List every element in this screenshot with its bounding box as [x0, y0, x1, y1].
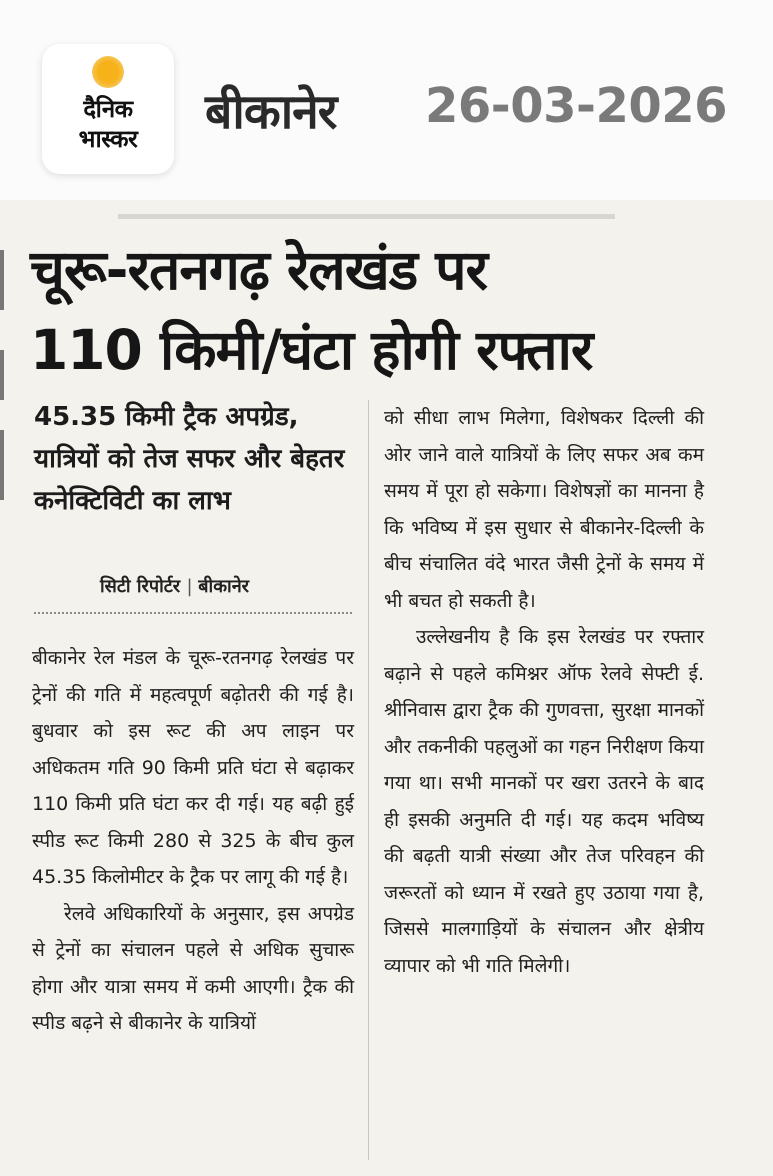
paragraph-2: रेलवे अधिकारियों के अनुसार, इस अपग्रेड से ट्रेनों का संचालन पहले से अधिक सुचारू होगा और यात्रा समय में कमी आएगी। ट्रैक की स्पीड बढ़ने से बीकानेर के यात्रियों — [32, 902, 354, 1034]
column-divider — [368, 400, 369, 1160]
top-divider — [118, 214, 615, 219]
headline-line-1: चूरू-रतनगढ़ रेलखंड पर — [30, 238, 488, 302]
article-column-2 — [384, 400, 704, 984]
byline-name: सिटी रिपोर्टर — [100, 576, 181, 597]
paragraph-1: बीकानेर रेल मंडल के चूरू-रतनगढ़ रेलखंड पर ट्रेनों की गति में महत्वपूर्ण बढ़ोतरी की गई है। बुधवार को इस रूट की अप लाइन पर अधिकतम गति 90 किमी प्रति घंटा से बढ़ाकर 110 किमी प्रति घंटा कर दी गई। यह बढ़ी हुई स्पीड रूट किमी 280 से 325 के बीच कुल 45.35 किलोमीटर के ट्रैक पर लागू की गई है। — [32, 647, 354, 888]
left-edge-mark — [0, 250, 4, 310]
subheadline: 45.35 किमी ट्रैक अपग्रेड, यात्रियों को तेज सफर और बेहतर कनेक्टिविटी का लाभ — [34, 402, 345, 516]
dotted-divider — [34, 612, 352, 614]
sun-icon — [92, 56, 124, 88]
byline-separator: | — [186, 576, 199, 597]
byline — [100, 574, 249, 598]
dainik-bhaskar-logo — [42, 44, 174, 174]
newspaper-clipping — [0, 200, 773, 1176]
edition-city: बीकानेर — [205, 84, 337, 140]
paragraph-4: उल्लेखनीय है कि इस रेलखंड पर रफ्तार बढ़ाने से पहले कमिश्नर ऑफ रेलवे सेफ्टी ई. श्रीनिवास द्वारा ट्रैक की गुणवत्ता, सुरक्षा मानकों और तकनीकी पहलुओं का गहन निरीक्षण किया गया था। सभी मानकों पर खरा उतरने के बाद ही इसकी अनुमति दी गई। यह कदम भविष्य की बढ़ती यात्री संख्या और तेज परिवहन की जरूरतों को ध्यान में रखते हुए उठाया गया है, जिससे मालगाड़ियों के संचालन और क्षेत्रीय व्यापार को भी गति मिलेगी। — [384, 626, 704, 977]
left-edge-mark — [0, 350, 4, 400]
logo-text-line1: दैनिक — [83, 95, 133, 123]
headline-line-2: 110 किमी/घंटा होगी रफ्तार — [30, 318, 593, 382]
paragraph-3: को सीधा लाभ मिलेगा, विशेषकर दिल्ली की ओर जाने वाले यात्रियों के लिए सफर अब कम समय में पूरा हो सकेगा। विशेषज्ञों का मानना है कि भविष्य में इस सुधार से बीकानेर-दिल्ली के बीच संचालित वंदे भारत जैसी ट्रेनों के समय में भी बचत हो सकती है। — [384, 407, 704, 612]
article-column-1 — [32, 640, 354, 1042]
logo-text-line2: भास्कर — [78, 125, 138, 153]
byline-place: बीकानेर — [198, 576, 250, 597]
edition-date: 26-03-2026 — [425, 78, 728, 134]
left-edge-mark — [0, 430, 4, 500]
headline — [30, 230, 720, 390]
header-bar — [0, 0, 773, 200]
